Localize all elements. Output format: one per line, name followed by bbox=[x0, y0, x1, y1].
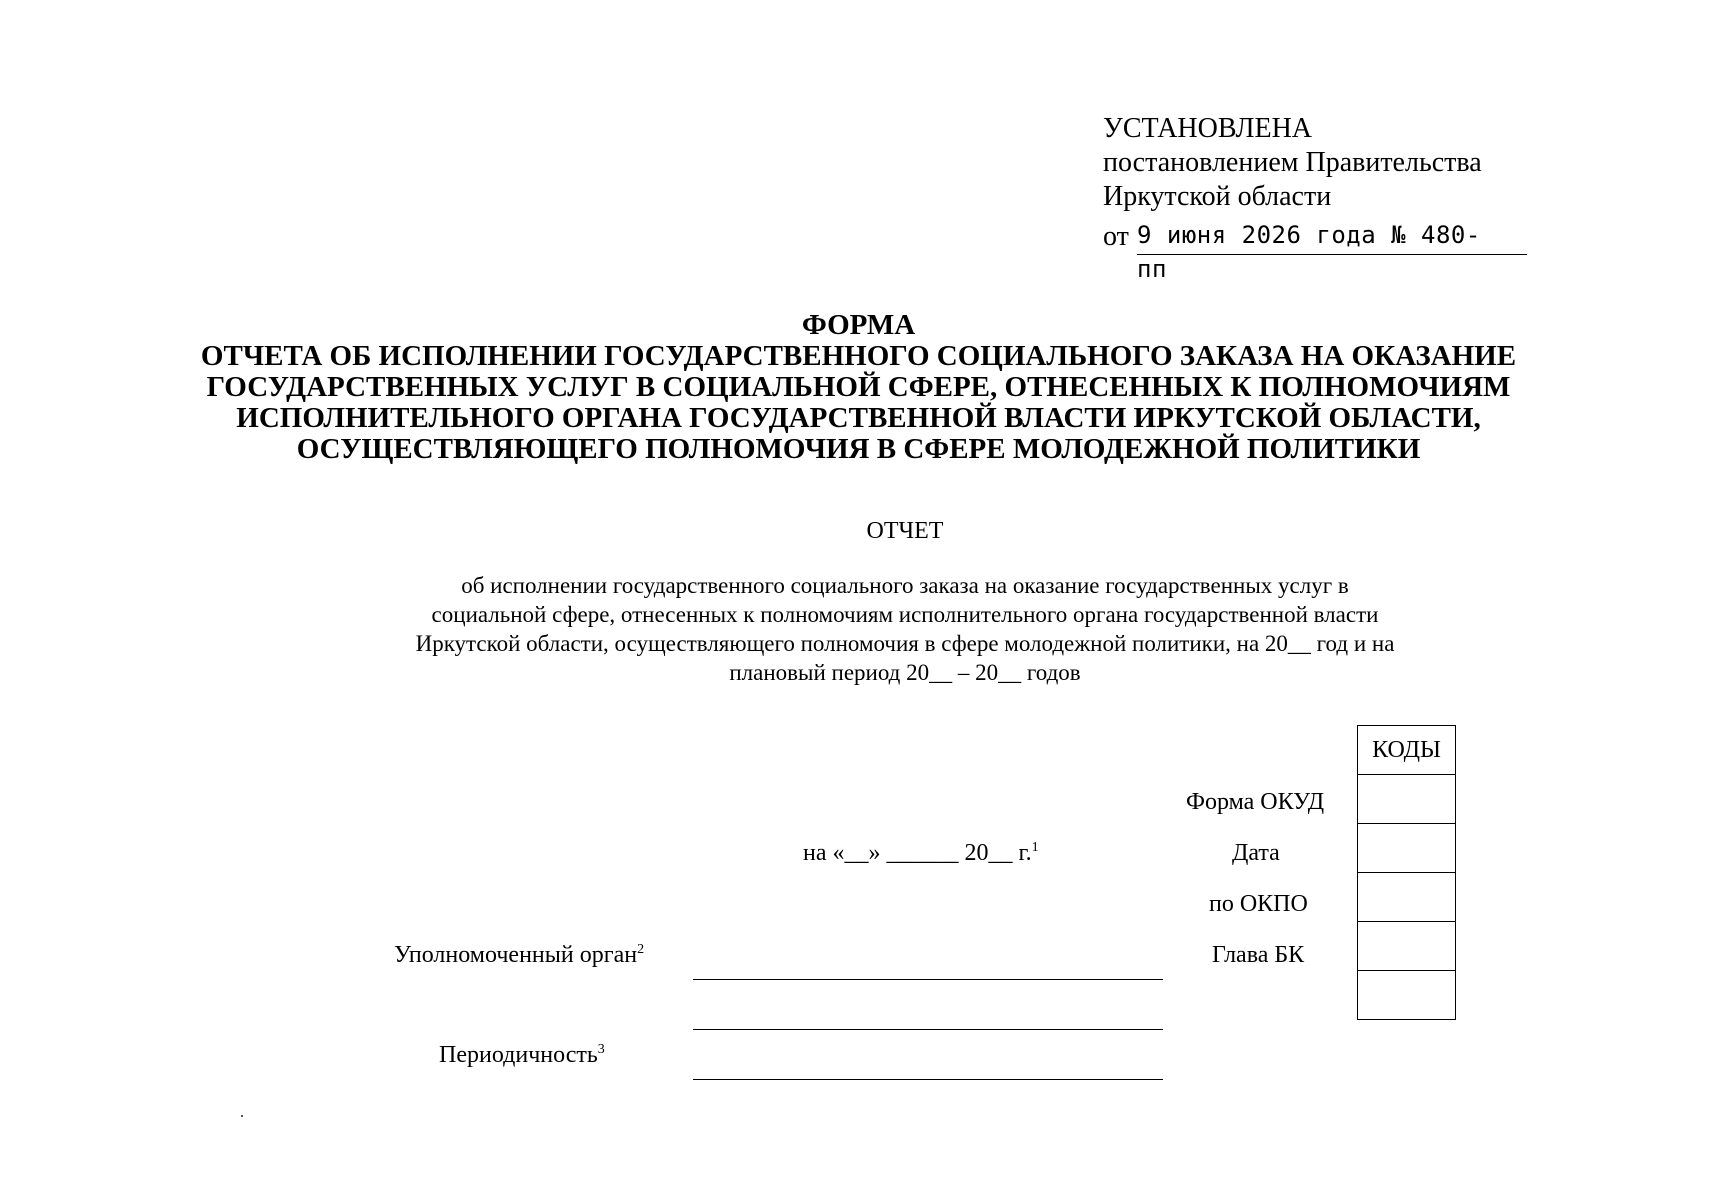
authority-label-text: Уполномоченный орган bbox=[394, 942, 638, 968]
periodicity-label-text: Периодичность bbox=[439, 1042, 598, 1068]
scan-speck bbox=[241, 1115, 243, 1117]
document-title bbox=[0, 310, 1717, 465]
report-line-2: социальной сфере, отнесенных к полномочиям исполнительного органа государственной власти bbox=[431, 602, 1379, 627]
title-line-2: ОТЧЕТА ОБ ИСПОЛНЕНИИ ГОСУДАРСТВЕННОГО СОЦИАЛЬНОГО ЗАКАЗА НА ОКАЗАНИЕ bbox=[200, 340, 1517, 372]
report-description bbox=[0, 571, 1717, 687]
report-date-field[interactable] bbox=[803, 840, 1039, 867]
title-line-3: ГОСУДАРСТВЕННЫХ УСЛУГ В СОЦИАЛЬНОЙ СФЕРЕ, ОТНЕСЕННЫХ К ПОЛНОМОЧИЯМ bbox=[206, 371, 1511, 403]
authority-footnote: 2 bbox=[637, 942, 645, 957]
codes-table bbox=[1357, 725, 1456, 1020]
report-line-3: Иркутской области, осуществляющего полномочия в сфере молодежной политики, на 20__ год и на bbox=[415, 631, 1395, 656]
approval-region: Иркутской области bbox=[1103, 181, 1332, 212]
code-cell-bk[interactable] bbox=[1358, 922, 1456, 971]
approval-block bbox=[1103, 112, 1482, 283]
report-heading: ОТЧЕТ bbox=[866, 518, 944, 544]
code-label-date: Дата bbox=[1232, 840, 1280, 866]
report-line-4: плановый период 20__ – 20__ годов bbox=[729, 660, 1081, 685]
code-cell-okud[interactable] bbox=[1358, 775, 1456, 824]
approval-date-underline bbox=[1137, 254, 1527, 255]
approval-status: УСТАНОВЛЕНА bbox=[1103, 113, 1313, 144]
codes-header: КОДЫ bbox=[1358, 726, 1456, 775]
approval-basis: постановлением Правительства bbox=[1103, 147, 1482, 178]
code-label-bk: Глава БК bbox=[1212, 942, 1305, 968]
periodicity-footnote: 3 bbox=[597, 1042, 605, 1057]
approval-date-row bbox=[1103, 214, 1482, 283]
report-date-footnote: 1 bbox=[1031, 840, 1039, 855]
periodicity-label bbox=[439, 1042, 605, 1069]
code-cell-date[interactable] bbox=[1358, 824, 1456, 873]
code-label-okud: Форма ОКУД bbox=[1186, 789, 1325, 815]
approval-date-prefix: от bbox=[1103, 221, 1129, 252]
authority-input-line-1[interactable] bbox=[693, 979, 1163, 980]
code-cell-extra[interactable] bbox=[1358, 971, 1456, 1020]
periodicity-input-line[interactable] bbox=[693, 1079, 1163, 1080]
approval-decree: 9 июня 2026 года № 480-пп bbox=[1137, 221, 1481, 283]
code-cell-okpo[interactable] bbox=[1358, 873, 1456, 922]
title-line-4: ИСПОЛНИТЕЛЬНОГО ОРГАНА ГОСУДАРСТВЕННОЙ ВЛАСТИ ИРКУТСКОЙ ОБЛАСТИ, bbox=[236, 402, 1481, 434]
code-label-okpo: по ОКПО bbox=[1209, 891, 1308, 917]
title-line-1: ФОРМА bbox=[801, 309, 916, 341]
authority-label bbox=[394, 942, 644, 969]
title-line-5: ОСУЩЕСТВЛЯЮЩЕГО ПОЛНОМОЧИЯ В СФЕРЕ МОЛОДЕЖНОЙ ПОЛИТИКИ bbox=[296, 433, 1421, 465]
authority-input-line-2[interactable] bbox=[693, 1029, 1163, 1030]
report-date-text: на «__» ______ 20__ г. bbox=[803, 840, 1032, 866]
report-line-1: об исполнении государственного социального заказа на оказание государственных услуг в bbox=[461, 573, 1349, 598]
